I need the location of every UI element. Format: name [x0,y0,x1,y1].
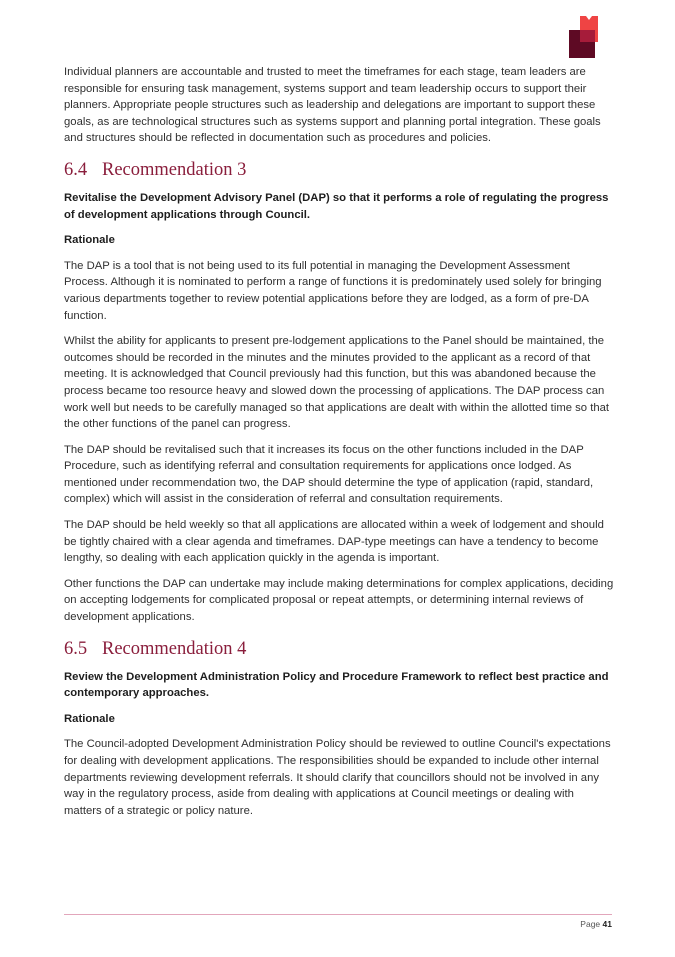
rationale-paragraph: The Council-adopted Development Administration Policy should be reviewed to outline Council's expectations for dealing with development applications. The responsibilities should be expanded to include other internal departments reviewing development referrals. It should clarify that councillors should not be involved in any way in the regulatory process, aside from dealing with applications at Council meetings or dealing with matters of a strategic or policy nature. [64,738,611,817]
page-number-value: 41 [602,919,612,929]
intro-paragraph: Individual planners are accountable and trusted to meet the timeframes for each stage, team leaders are responsible for ensuring task management, systems support and team leadership occurs to support their planners. Appropriate people structures such as leadership and delegations are important to support these goals, as are technological structures such as systems support and planning portal integration. These goals and structures should be reflected in documentation such as procedures and policies. [64,66,601,145]
rationale-subheading: Rationale [64,712,115,725]
section-title: Recommendation 4 [102,638,247,659]
recommendation-statement: Review the Development Administration Policy and Procedure Framework to reflect best practice and contemporary approaches. [64,670,609,700]
rationale-paragraph: The DAP should be held weekly so that all applications are allocated within a week of lodgement and should be tightly chaired with a clear agenda and timeframes. DAP-type meetings can have a tendency to become lengthy, so dealing with each application quickly in the agenda is important. [64,519,604,565]
page-label: Page [580,919,601,929]
rationale-paragraph: Other functions the DAP can undertake may include making determinations for complex applications, deciding on accepting lodgements for complicated proposal or repeat attempts, or determining internal reviews of development applications. [64,577,614,624]
section-number: 6.4 [64,159,88,180]
rationale-paragraph: The DAP should be revitalised such that it increases its focus on the other functions included in the DAP Procedure, such as identifying referral and consultation requirements for applications once lodged. As mentioned under recommendation two, the DAP should determine the type of application (rapid, standard, complex) which will assist in the consideration of referral and consultation requirements. [64,443,594,506]
rationale-subheading: Rationale [64,234,115,247]
page-number [580,919,612,929]
document-body [64,64,614,828]
logo-notch [580,16,598,22]
rationale-paragraph: The DAP is a tool that is not being used to its full potential in managing the Development Assessment Process. Although it is nominated to perform a range of functions it is predominately used solely for bringing various departments together to review potential applications before they are lodged, as a form of pre-DA function. [64,259,602,322]
section-title: Recommendation 3 [102,159,247,180]
rationale-paragraph: Whilst the ability for applicants to present pre-lodgement applications to the Panel should be maintained, the outcomes should be recorded in the minutes and the minutes provided to the applicant as a record of that meeting. It is acknowledged that Council previously had this function, but this was abandoned because the process became too resource heavy and slowed down the processing of applications. The DAP process can work well but needs to be carefully managed so that applications are dealt with within the allotted time so that the other functions of the panel can progress. [64,335,610,431]
recommendation-statement: Revitalise the Development Advisory Panel (DAP) so that it performs a role of regulating the progress of development applications through Council. [64,191,609,221]
section-number: 6.5 [64,638,88,659]
footer-divider [64,914,612,915]
section-heading-6-5 [64,638,614,660]
council-logo-icon [569,16,613,60]
logo-overlap [580,30,595,42]
section-heading-6-4 [64,159,614,181]
